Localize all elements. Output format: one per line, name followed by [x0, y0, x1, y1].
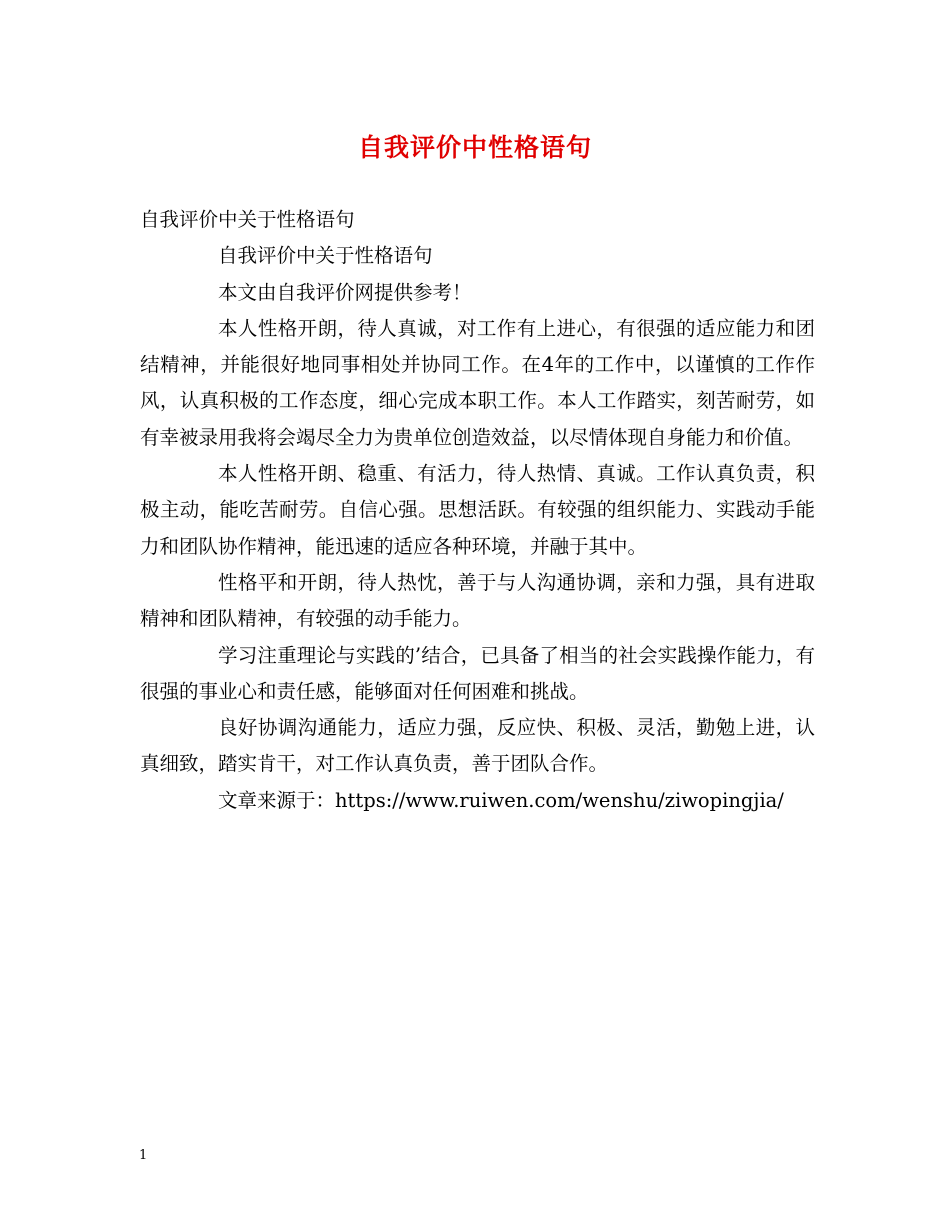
paragraph: 性格平和开朗，待人热忱，善于与人沟通协调，亲和力强，具有进取精神和团队精神，有较强的动手能力。 [140, 570, 815, 631]
subheading-line: 自我评价中关于性格语句 [218, 244, 433, 268]
paragraph: 本人性格开朗、稳重、有活力，待人热情、真诚。工作认真负责，积极主动，能吃苦耐劳。自信心强。思想活跃。有较强的组织能力、实践动手能力和团队协作精神，能迅速的适应各种环境，并融于其中。 [140, 462, 815, 558]
page-number: 1 [139, 1148, 148, 1163]
source-note: 本文由自我评价网提供参考！ [218, 280, 472, 304]
document-body [140, 202, 815, 819]
paragraph: 学习注重理论与实践的’结合，已具备了相当的社会实践操作能力，有很强的事业心和责任感，能够面对任何困难和挑战。 [140, 643, 815, 703]
heading-line: 自我评价中关于性格语句 [140, 208, 355, 231]
paragraph: 本人性格开朗，待人真诚，对工作有上进心，有很强的适应能力和团结精神，并能很好地同事相处并协同工作。在4年的工作中，以谨慎的工作作风，认真积极的工作态度，细心完成本职工作。本人工作踏实，刻苦耐劳，如有幸被录用我将会竭尽全力为贵单位创造效益，以尽情体现自身能力和价值。 [140, 316, 815, 449]
paragraph: 良好协调沟通能力，适应力强，反应快、积极、灵活，勤勉上进，认真细致，踏实肯干，对工作认真负责，善于团队合作。 [140, 716, 815, 776]
source-link-line: 文章来源于：https://www.ruiwen.com/wenshu/ziwopingjia/ [218, 788, 784, 812]
document-title: 自我评价中性格语句 [357, 133, 592, 162]
